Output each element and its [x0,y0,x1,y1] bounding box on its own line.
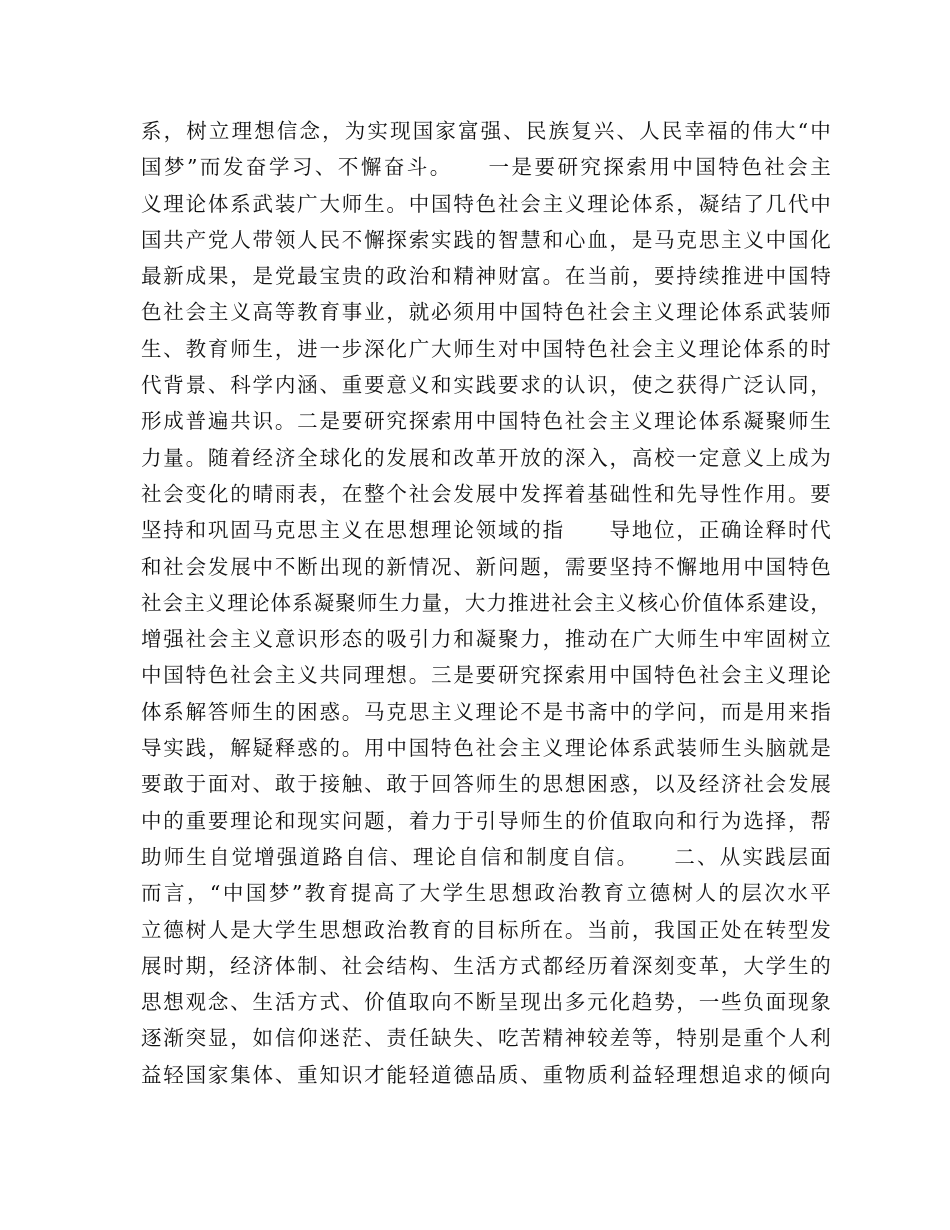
text-line: 体系解答师生的困惑。马克思主义理论不是书斋中的学问，而是用来指 [141,699,831,724]
text-line: 形成普遍共识。二是要研究探索用中国特色社会主义理论体系凝聚师生 [141,409,831,434]
text-line: 色社会主义高等教育事业，就必须用中国特色社会主义理论体系武装师 [141,300,831,325]
text-line: 增强社会主义意识形态的吸引力和凝聚力，推动在广大师生中牢固树立 [141,627,831,652]
text-line: 益轻国家集体、重知识才能轻道德品质、重物质利益轻理想追求的倾向 [141,1062,831,1087]
text-line: 力量。随着经济全球化的发展和改革开放的深入，高校一定意义上成为 [141,445,831,470]
text-line: 最新成果，是党最宝贵的政治和精神财富。在当前，要持续推进中国特 [141,264,831,289]
text-line: 助师生自觉增强道路自信、理论自信和制度自信。 二、从实践层面 [141,844,831,869]
text-line: 系，树立理想信念，为实现国家富强、民族复兴、人民幸福的伟大“中 [141,119,831,143]
text-line: 逐渐突显，如信仰迷茫、责任缺失、吃苦精神较差等，特别是重个人利 [141,1026,831,1051]
text-line: 导实践，解疑释惑的。用中国特色社会主义理论体系武装师生头脑就是 [141,736,831,761]
text-line: 展时期，经济体制、社会结构、生活方式都经历着深刻变革，大学生的 [141,953,831,978]
text-line: 义理论体系武装广大师生。中国特色社会主义理论体系，凝结了几代中 [141,191,831,216]
text-line: 和社会发展中不断出现的新情况、新问题，需要坚持不懈地用中国特色 [141,554,831,579]
text-line: 国共产党人带领人民不懈探索实践的智慧和心血，是马克思主义中国化 [141,227,831,252]
text-line: 坚持和巩固马克思主义在思想理论领域的指 导地位，正确诠释时代 [141,518,831,543]
text-line: 社会主义理论体系凝聚师生力量，大力推进社会主义核心价值体系建设， [141,590,831,615]
text-line: 国梦”而发奋学习、不懈奋斗。 一是要研究探索用中国特色社会主 [141,155,831,180]
text-line: 社会变化的晴雨表，在整个社会发展中发挥着基础性和先导性作用。要 [141,481,831,506]
text-line: 生、教育师生，进一步深化广大师生对中国特色社会主义理论体系的时 [141,336,831,361]
text-line: 中的重要理论和现实问题，着力于引导师生的价值取向和行为选择，帮 [141,808,831,833]
text-line: 代背景、科学内涵、重要意义和实践要求的认识，使之获得广泛认同， [141,373,831,398]
body-text [141,113,831,1093]
text-line: 立德树人是大学生思想政治教育的目标所在。当前，我国正处在转型发 [141,917,831,942]
text-line: 而言，“中国梦”教育提高了大学生思想政治教育立德树人的层次水平 [141,881,831,906]
text-line: 要敢于面对、敢于接触、敢于回答师生的思想困惑，以及经济社会发展 [141,772,831,797]
text-line: 中国特色社会主义共同理想。三是要研究探索用中国特色社会主义理论 [141,663,831,688]
text-line: 思想观念、生活方式、价值取向不断呈现出多元化趋势，一些负面现象 [141,990,831,1015]
